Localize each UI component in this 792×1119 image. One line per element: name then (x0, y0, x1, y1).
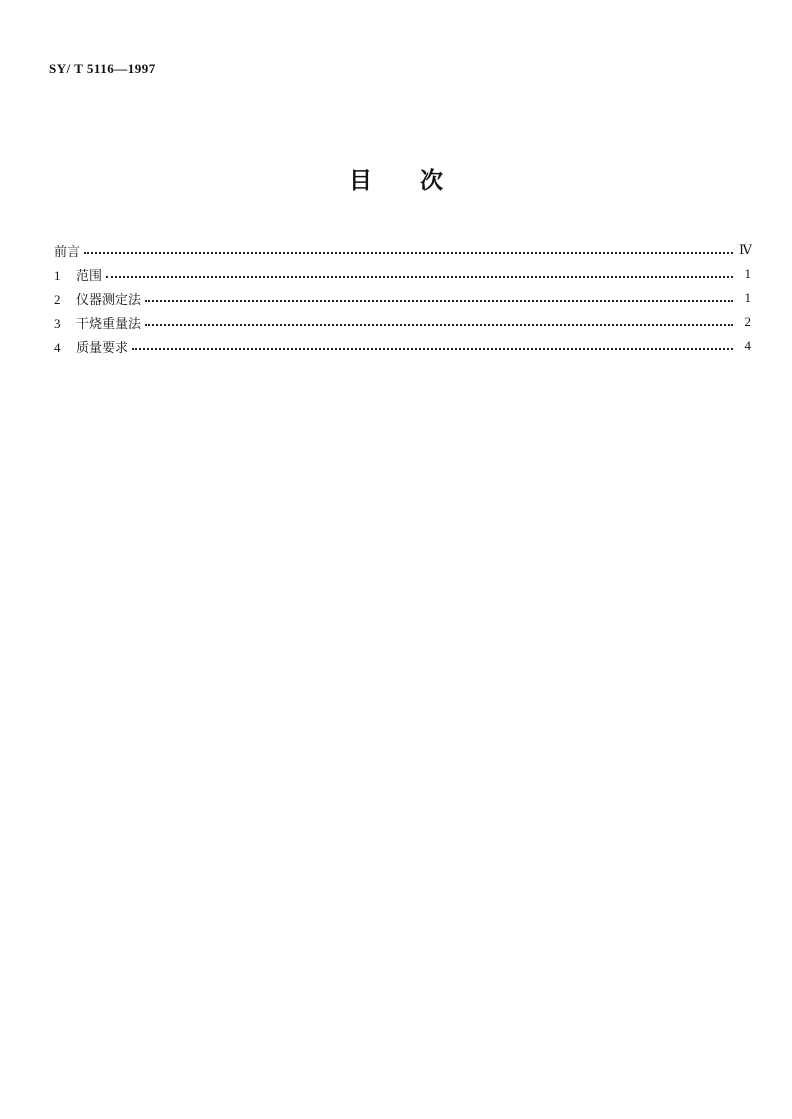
toc-entry-label: 质量要求 (76, 341, 129, 356)
toc-entry-page: 1 (744, 266, 751, 281)
toc-leader-dots (132, 348, 733, 350)
toc-entry-label: 范围 (76, 269, 103, 284)
toc-entry-number: 1 (54, 268, 61, 283)
toc-entry-page: 1 (744, 290, 751, 305)
toc-title-char-2: 次 (420, 168, 443, 194)
toc-leader-dots (145, 324, 733, 326)
toc-title-char-1: 目 (349, 168, 372, 194)
toc-entry-label: 前言 (54, 245, 81, 260)
toc-entry-scope[interactable] (54, 260, 751, 284)
toc-entry-dry-burn-gravimetric[interactable] (54, 308, 751, 332)
toc-leader-dots (84, 252, 733, 254)
toc-list (54, 236, 751, 356)
toc-leader-dots (106, 276, 733, 278)
toc-entry-label: 干烧重量法 (76, 317, 142, 332)
toc-entry-page: 2 (744, 314, 751, 329)
toc-entry-quality-requirements[interactable] (54, 332, 751, 356)
toc-entry-number: 3 (54, 316, 61, 331)
toc-entry-page: Ⅳ (739, 242, 751, 257)
toc-entry-label: 仪器测定法 (76, 293, 142, 308)
toc-entry-instrument-method[interactable] (54, 284, 751, 308)
toc-entry-number: 4 (54, 340, 61, 355)
standard-number: SY/ T 5116—1997 (49, 61, 156, 76)
toc-leader-dots (145, 300, 733, 302)
toc-entry-foreword[interactable] (54, 236, 751, 260)
toc-entry-number: 2 (54, 292, 61, 307)
toc-title (0, 162, 792, 195)
toc-entry-page: 4 (744, 338, 751, 353)
